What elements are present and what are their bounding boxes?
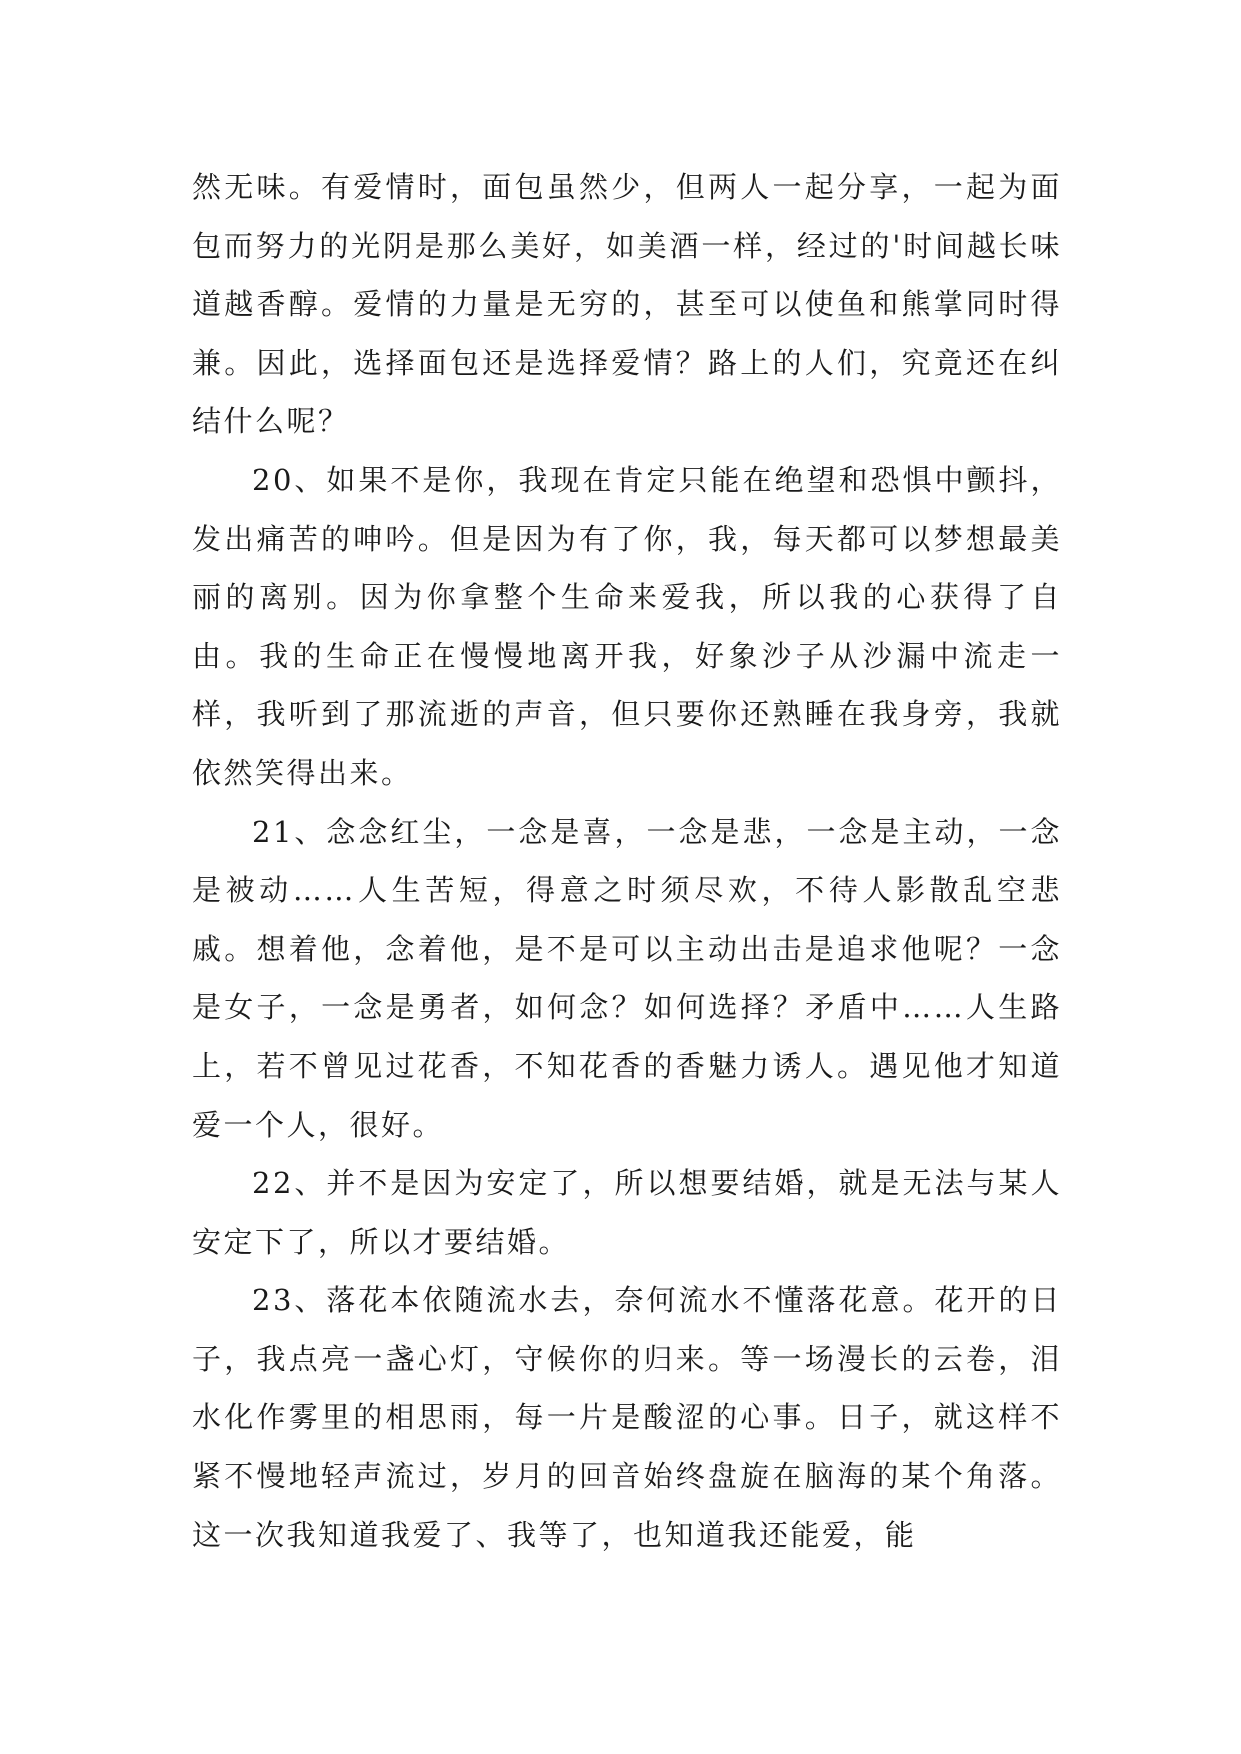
paragraph-20: 20、如果不是你，我现在肯定只能在绝望和恐惧中颤抖，发出痛苦的呻吟。但是因为有了你，我，每天都可以梦想最美丽的离别。因为你拿整个生命来爱我，所以我的心获得了自由。我的生命正在慢慢地离开我，好象沙子从沙漏中流走一样，我听到了那流逝的声音，但只要你还熟睡在我身旁，我就依然笑得出来。	[192, 462, 1062, 790]
paragraph-23: 23、落花本依随流水去，奈何流水不懂落花意。花开的日子，我点亮一盏心灯，守候你的归来。等一场漫长的云卷，泪水化作雾里的相思雨，每一片是酸涩的心事。日子，就这样不紧不慢地轻声流过，岁月的回音始终盘旋在脑海的某个角落。这一次我知道我爱了、我等了，也知道我还能爱，能	[192, 1283, 1062, 1552]
paragraph-21: 21、念念红尘，一念是喜，一念是悲，一念是主动，一念是被动……人生苦短，得意之时须尽欢，不待人影散乱空悲戚。想着他，念着他，是不是可以主动出击是追求他呢？一念是女子，一念是勇者，如何念？如何选择？矛盾中……人生路上，若不曾见过花香，不知花香的香魅力诱人。遇见他才知道爱一个人，很好。	[192, 814, 1062, 1142]
paragraph-continuation: 然无味。有爱情时，面包虽然少，但两人一起分享，一起为面包而努力的光阴是那么美好，如美酒一样，经过的'时间越长味道越香醇。爱情的力量是无穷的，甚至可以使鱼和熊掌同时得兼。因此，选择面包还是选择爱情？路上的人们，究竟还在纠结什么呢？	[192, 170, 1062, 439]
document-body	[192, 158, 1062, 1564]
paragraph-22: 22、并不是因为安定了，所以想要结婚，就是无法与某人安定下了，所以才要结婚。	[192, 1166, 1062, 1259]
